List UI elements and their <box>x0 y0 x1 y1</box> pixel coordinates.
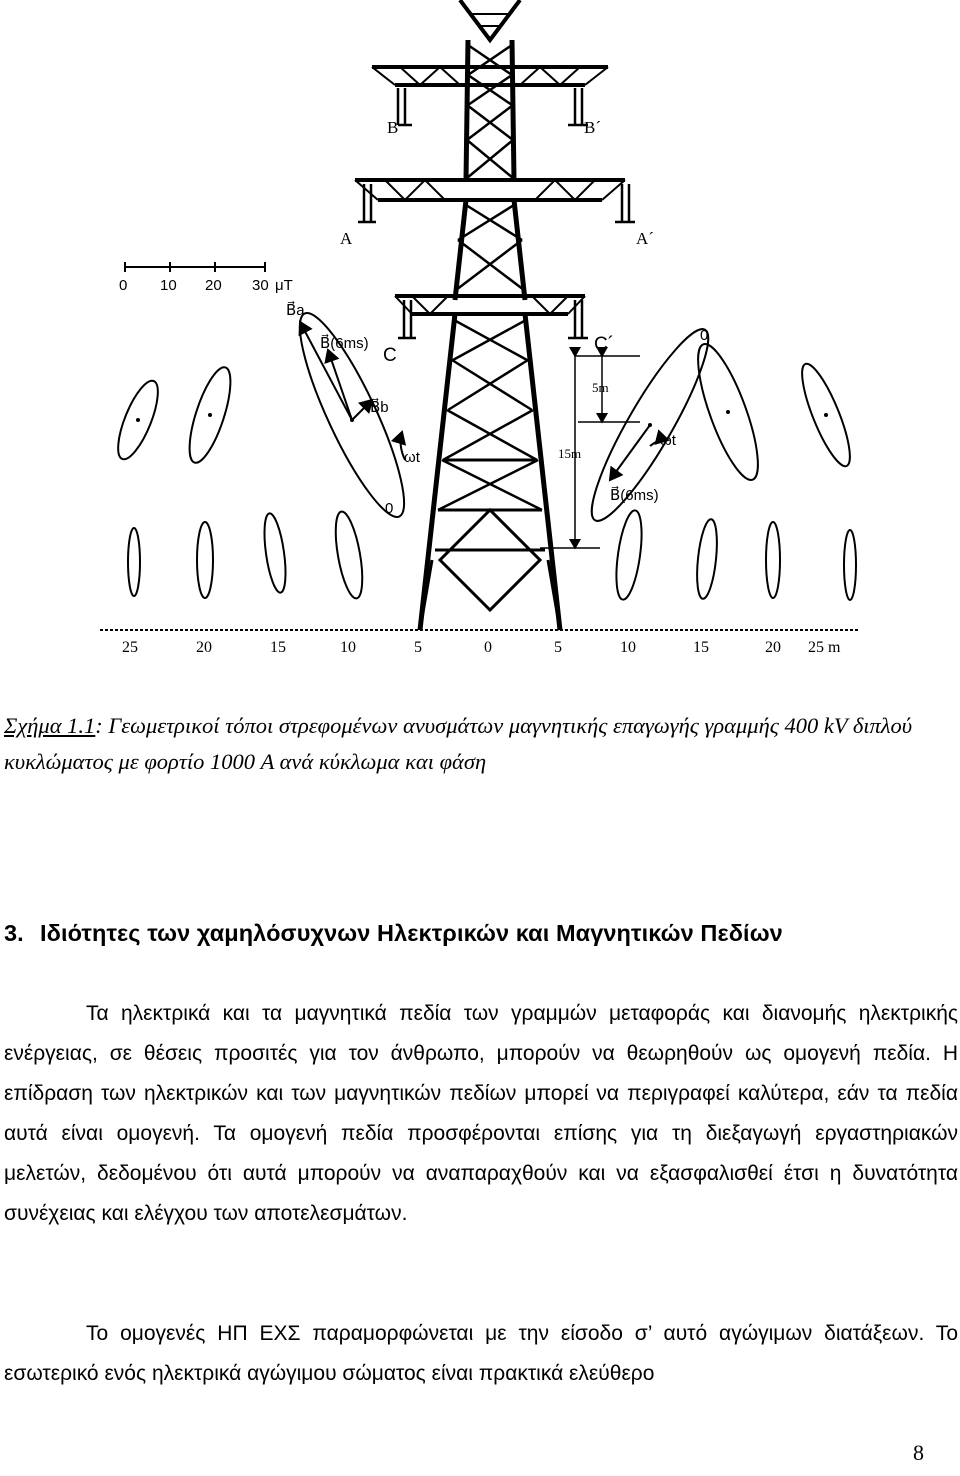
axis-tick: 20 <box>196 639 212 656</box>
vector-label-b6-right: B⃗(6ms) <box>610 487 659 504</box>
transmission-tower <box>355 0 625 630</box>
phase-label-b-right: B´ <box>584 118 601 137</box>
ellipse-centers <box>136 410 828 427</box>
vector-label-wt-left: ωt <box>404 449 420 466</box>
vector-label-wt-right: ωt <box>660 432 676 449</box>
vector-label-bb: B⃗b <box>370 399 389 416</box>
axis-tick: 25 m <box>808 639 841 656</box>
vector-label-zero-right: 0 <box>700 327 709 344</box>
scale-tick: 30 <box>252 277 269 294</box>
section-number: 3. <box>4 920 24 946</box>
axis-tick: 10 <box>340 639 356 656</box>
section-title: Ιδιότητες των χαμηλόσυχνων Ηλεκτρικών και Μαγνητικών Πεδίων <box>40 920 783 946</box>
body-paragraph: Τα ηλεκτρικά και τα μαγνητικά πεδία των γραμμών μεταφοράς και διανομής ηλεκτρικής ενέργειας, σε θέσεις προσιτές για τον άνθρωπο, μπορούν να θεωρηθούν ως ομογενή πεδία. Η επίδραση των ηλεκτρικών και των μαγνητικών πεδίων μπορεί να περιγραφεί καλύτερα, εάν τα πεδία αυτά είναι ομογενή. Τα ομογενή πεδία προσφέρονται επίσης για τη διεξαγωγή εργαστηριακών μελετών, δεδομένου ότι αυτά μπορούν να αναπαραχθούν και να εξασφαλισθεί έτσι η δυνατότητα συνέχειας και ελέγχου των αποτελεσμάτων. <box>4 1002 958 1225</box>
axis-tick: 25 <box>122 639 138 656</box>
phase-label-b-left: B <box>387 118 399 137</box>
body-paragraph: Το ομογενές ΗΠ ΕΧΣ παραμορφώνεται με την είσοδο σ’ αυτό αγώγιμων διατάξεων. Το εσωτερικό ενός ηλεκτρικά αγώγιμου σώματος είναι πρακτικά ελεύθερο <box>4 1322 958 1385</box>
vector-label-ba: B⃗a <box>286 302 305 319</box>
tower-field-figure <box>0 0 960 670</box>
section-heading <box>4 920 954 947</box>
phase-label-c-left: C <box>383 345 397 366</box>
phase-label-a-right: A´ <box>636 229 654 248</box>
phase-label-c-right: C´ <box>594 334 615 355</box>
dimension-lines <box>540 356 640 548</box>
axis-tick: 5 <box>554 639 562 656</box>
axis-tick: 15 <box>693 639 709 656</box>
axis-tick: 0 <box>484 639 492 656</box>
axis-tick: 10 <box>620 639 636 656</box>
page-number: 8 <box>913 1440 924 1465</box>
scale-tick: 0 <box>119 277 128 294</box>
distance-axis <box>122 639 841 656</box>
caption-text: : Γεωμετρικοί τόποι στρεφομένων ανυσμάτων μαγνητικής επαγωγής γραμμής 400 kV διπλού κυκλώματος με φορτίο 1000 A ανά κύκλωμα και φάση <box>4 713 913 774</box>
caption-label: Σχήμα 1.1 <box>4 713 96 738</box>
phase-label-a-left: A <box>340 229 353 248</box>
vector-label-zero-left: 0 <box>385 500 394 517</box>
field-scale-bar <box>119 262 293 294</box>
axis-tick: 15 <box>270 639 286 656</box>
axis-tick: 20 <box>765 639 781 656</box>
vector-label-b6-left: B⃗(6ms) <box>320 335 369 352</box>
scale-unit: μT <box>275 277 293 294</box>
scale-tick: 10 <box>160 277 177 294</box>
tower-diagram <box>0 0 960 670</box>
field-ellipses <box>110 303 858 601</box>
figure-caption <box>4 708 954 780</box>
axis-tick: 5 <box>414 639 422 656</box>
dimension-15m: 15m <box>558 446 582 461</box>
scale-tick: 20 <box>205 277 222 294</box>
dimension-5m: 5m <box>592 380 609 395</box>
